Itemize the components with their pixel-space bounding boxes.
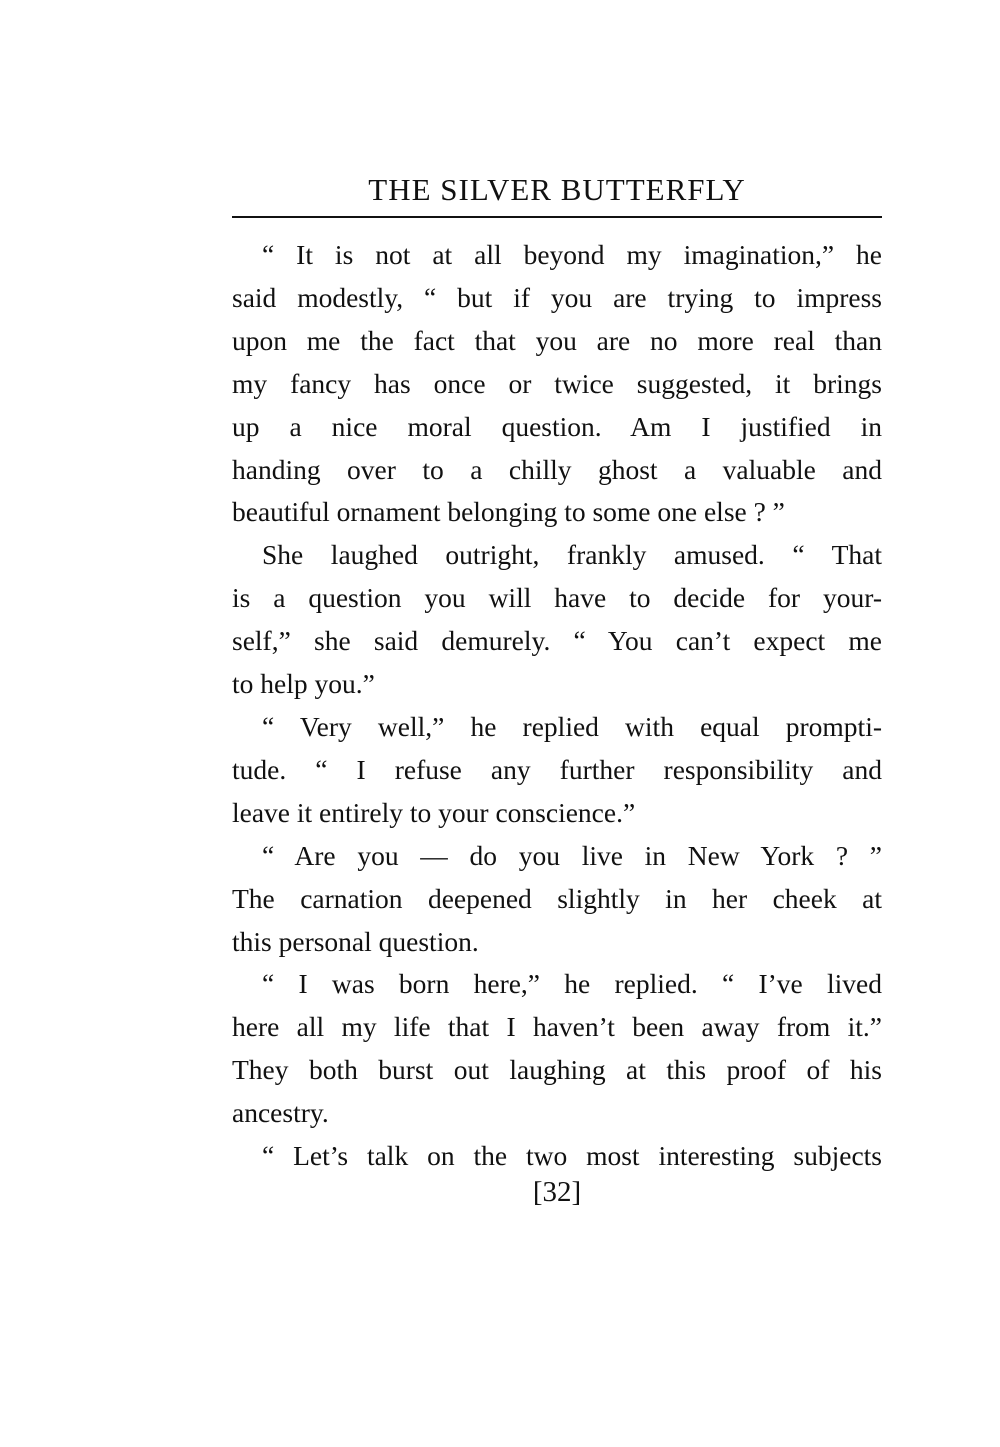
running-title: THE SILVER BUTTERFLY <box>368 172 746 207</box>
header-rule <box>232 216 882 218</box>
text-line: “ Very well,” he replied with equal prompti- <box>262 710 882 742</box>
text-line: handing over to a chilly ghost a valuable and <box>232 453 882 485</box>
text-line: leave it entirely to your conscience.” <box>232 796 636 828</box>
paragraph-2 <box>232 534 882 706</box>
text-line: “ Let’s talk on the two most interesting subjects <box>262 1140 882 1172</box>
paragraph-5 <box>232 963 882 1135</box>
paragraph-3 <box>232 706 882 835</box>
text-line: to help you.” <box>232 668 375 700</box>
paragraph-1 <box>232 234 882 534</box>
text-line: this personal question. <box>232 925 479 957</box>
page-number: [32] <box>532 1176 582 1208</box>
text-line: beautiful ornament belonging to some one else ? ” <box>232 496 785 528</box>
text-line: upon me the fact that you are no more real than <box>232 324 882 356</box>
text-line: is a question you will have to decide for your- <box>232 582 882 614</box>
text-line: self,” she said demurely. “ You can’t expect me <box>232 625 882 657</box>
text-line: They both burst out laughing at this proof of his <box>232 1054 882 1086</box>
paragraph-4 <box>232 835 882 964</box>
text-line: “ I was born here,” he replied. “ I’ve lived <box>262 968 882 1000</box>
text-line: The carnation deepened slightly in her cheek at <box>232 882 882 914</box>
text-line: my fancy has once or twice suggested, it brings <box>232 367 882 399</box>
text-line: She laughed outright, frankly amused. “ That <box>262 539 882 571</box>
text-line: “ Are you — do you live in New York ? ” <box>262 839 882 871</box>
text-line: said modestly, “ but if you are trying to impress <box>232 281 882 313</box>
body-text <box>232 234 882 1178</box>
text-line: “ It is not at all beyond my imagination,” he <box>262 239 882 270</box>
text-line: ancestry. <box>232 1097 329 1129</box>
text-line: tude. “ I refuse any further responsibility and <box>232 753 882 785</box>
text-line: here all my life that I haven’t been away from it.” <box>232 1011 882 1043</box>
text-line: up a nice moral question. Am I justified in <box>232 410 882 442</box>
